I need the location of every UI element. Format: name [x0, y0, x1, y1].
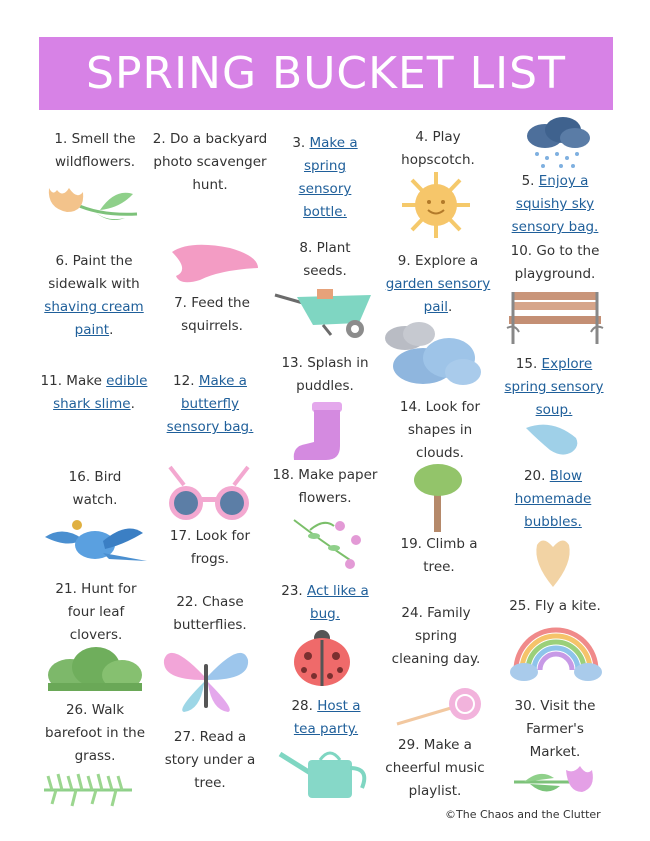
list-item-14 [390, 396, 490, 465]
list-item-27 [160, 726, 260, 795]
item-link[interactable]: edible shark slime [53, 373, 148, 412]
item-link[interactable]: garden sensory pail [385, 276, 491, 315]
item-text: 19. Climb a tree. [400, 536, 478, 575]
list-item-10 [500, 240, 610, 286]
watering-can-icon [278, 740, 370, 802]
list-item-19 [400, 533, 478, 579]
rain-boot-icon [290, 400, 350, 464]
item-text: 14. Look for shapes in clouds. [399, 399, 481, 461]
list-item-26 [45, 699, 145, 768]
petal-icon [170, 240, 260, 288]
list-item-3 [280, 132, 370, 224]
bench-icon [505, 288, 605, 348]
item-text: 10. Go to the playground. [510, 243, 600, 282]
item-text: 15. [515, 356, 542, 372]
list-item-29 [380, 734, 490, 803]
list-item-4 [393, 126, 483, 172]
list-item-17 [165, 525, 255, 571]
list-item-9: 9. Explore a garden sensory pail. [385, 253, 491, 315]
item-link[interactable]: Act like a bug. [307, 583, 369, 622]
item-link[interactable]: Explore spring sensory soup. [504, 356, 604, 418]
page-title: SPRING BUCKET LIST [86, 48, 566, 99]
flowers-icon [290, 510, 366, 572]
list-item-7 [160, 292, 264, 338]
list-item-5 [500, 170, 610, 239]
rainbow-icon [510, 620, 602, 682]
item-text: 23. [281, 583, 308, 599]
item-text: 26. Walk barefoot in the grass. [45, 702, 146, 764]
list-item-13 [280, 352, 370, 398]
water-drop-icon [522, 420, 582, 460]
list-item-18 [270, 464, 380, 510]
grass-icon [42, 770, 134, 810]
item-link[interactable]: Host a tea party. [293, 698, 361, 737]
tulip-icon [510, 760, 596, 800]
bluebird-icon [43, 515, 149, 567]
item-text: 27. Read a story under a tree. [164, 729, 256, 791]
list-item-16 [55, 466, 135, 512]
item-text: 6. Paint the sidewalk with [48, 253, 140, 292]
wheelbarrow-icon [273, 285, 373, 343]
item-text: 7. Feed the squirrels. [174, 295, 250, 334]
list-item-23 [270, 580, 380, 626]
bush-icon [46, 645, 144, 691]
item-text: 1. Smell the wildflowers. [54, 131, 136, 170]
list-item-22 [162, 591, 258, 637]
item-text: 12. [173, 373, 199, 389]
sun-icon [398, 170, 474, 240]
item-text: 16. Bird watch. [68, 469, 122, 508]
list-item-24 [385, 602, 487, 671]
butterfly-icon [160, 640, 252, 716]
item-link[interactable]: Make a spring sensory bottle. [298, 135, 358, 220]
list-item-25 [500, 595, 610, 618]
item-text: 9. Explore a [397, 253, 479, 269]
item-link[interactable]: Enjoy a squishy sky sensory bag. [511, 173, 599, 235]
list-item-20 [505, 465, 601, 534]
item-text: 24. Family spring cleaning day. [391, 605, 481, 667]
item-text: 18. Make paper flowers. [272, 467, 378, 506]
item-link[interactable]: shaving cream paint [44, 299, 144, 338]
lollipop-icon [395, 684, 485, 728]
list-item-28 [280, 695, 372, 741]
list-item-8 [290, 237, 360, 283]
title-banner [39, 37, 613, 110]
item-text: 21. Hunt for four leaf clovers. [55, 581, 137, 643]
tree-icon [412, 462, 464, 534]
item-link[interactable]: Blow homemade bubbles. [514, 468, 592, 530]
ladybug-icon [290, 628, 354, 688]
clouds-icon [383, 318, 483, 390]
item-text: 20. [523, 468, 550, 484]
item-text: 30. Visit the Farmer's Market. [514, 698, 596, 760]
list-item-1 [45, 128, 145, 174]
item-text: 28. [291, 698, 318, 714]
item-text: 2. Do a backyard photo scavenger hunt. [152, 131, 268, 193]
item-text: 4. Play hopscotch. [401, 129, 475, 168]
tulip-icon [45, 178, 140, 228]
item-text: 22. Chase butterflies. [173, 594, 247, 633]
leaf-icon [533, 533, 573, 589]
list-item-30 [505, 695, 605, 764]
list-item-6: 6. Paint the sidewalk with shaving cream paint. [44, 253, 144, 338]
item-text: 11. Make [40, 373, 107, 389]
item-link[interactable]: Make a butterfly sensory bag. [166, 373, 254, 435]
item-text: 29. Make a cheerful music playlist. [385, 737, 485, 799]
item-text: 25. Fly a kite. [509, 598, 601, 614]
list-item-11: 11. Make edible shark slime. [40, 373, 148, 412]
list-item-12 [155, 370, 265, 439]
list-item-15 [496, 353, 612, 422]
credit-text: ©The Chaos and the Clutter [445, 808, 601, 821]
rain-cloud-icon [523, 116, 593, 171]
item-text: 17. Look for frogs. [169, 528, 251, 567]
list-item-21 [48, 578, 144, 647]
sunglasses-icon [162, 463, 256, 521]
item-text: 5. [521, 173, 539, 189]
item-text: 3. [292, 135, 310, 151]
list-item-2 [148, 128, 272, 197]
item-text: 8. Plant seeds. [299, 240, 351, 279]
item-text: 13. Splash in puddles. [281, 355, 369, 394]
